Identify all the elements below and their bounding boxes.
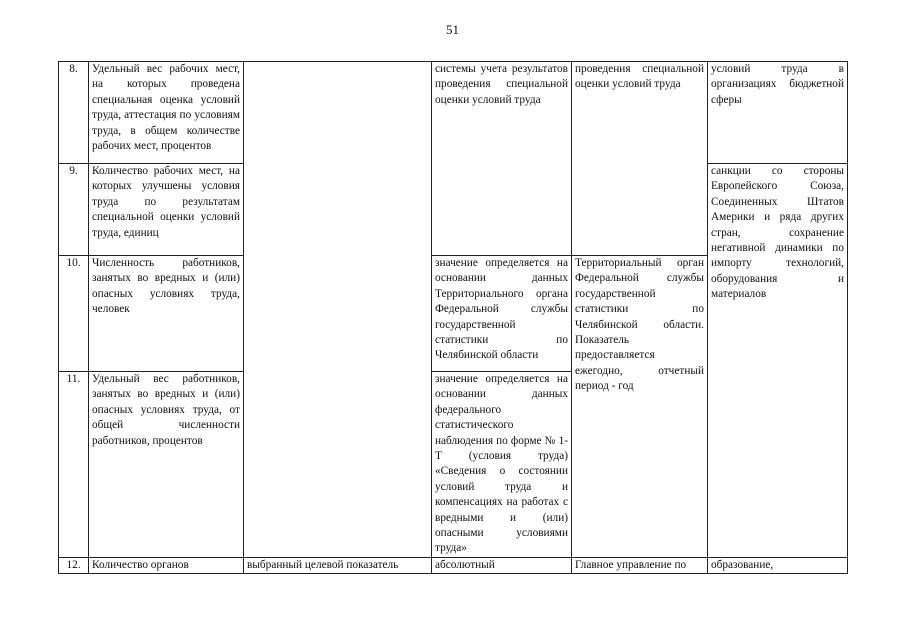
indicator-name: Удельный вес работников, занятых во вредных и (или) опасных условиях труда, от общей численности работников, процентов [89, 372, 244, 558]
table-row [59, 164, 848, 256]
calculation-method: значение определяется на основании данных Территориального органа Федеральной службы государственной статистики по Челябинской области [432, 256, 572, 372]
indicator-name: Удельный вес рабочих мест, на которых проведена специальная оценка условий труда, аттестация по условиям труда, в общем количестве рабочих мест, процентов [89, 62, 244, 164]
indicator-name: Количество органов [89, 557, 244, 573]
table-row [59, 372, 848, 558]
calculation-method [432, 164, 572, 256]
row-number: 11. [59, 372, 89, 558]
risks-cell: санкции со стороны Европейского Союза, Соединенных Штатов Америки и ряда других стран, сохранение негативной динамики по импорту технологий, оборудования и материалов [708, 164, 848, 372]
data-source: Главное управление по [572, 557, 708, 573]
data-source: Территориальный орган Федеральной службы государственной статистики по Челябинской области. Показатель предоставляется ежегодно, отчетный период - год [572, 256, 708, 558]
risks-cell [708, 372, 848, 558]
data-source: проведения специальной оценки условий труда [572, 62, 708, 164]
calculation-method: абсолютный [432, 557, 572, 573]
table-row [59, 557, 848, 573]
risks-cell: условий труда в организациях бюджетной сферы [708, 62, 848, 164]
row-number: 8. [59, 62, 89, 164]
data-source [572, 164, 708, 256]
calculation-method: значение определяется на основании данных федерального статистического наблюдения по форме № 1-Т (условия труда) «Сведения о состоянии условий труда и компенсациях на работах с вредными и (или) опасными условиями труда» [432, 372, 572, 558]
indicator-type: выбранный целевой показатель [244, 557, 432, 573]
table-row [59, 62, 848, 164]
indicators-table [58, 61, 848, 574]
indicator-type [244, 62, 432, 164]
indicator-type [244, 164, 432, 256]
indicator-type [244, 372, 432, 558]
risks-cell: образование, [708, 557, 848, 573]
indicator-name: Численность работников, занятых во вредных и (или) опасных условиях труда, человек [89, 256, 244, 372]
indicator-name: Количество рабочих мест, на которых улучшены условия труда по результатам специальной оценки условий труда, единиц [89, 164, 244, 256]
calculation-method: системы учета результатов проведения специальной оценки условий труда [432, 62, 572, 164]
row-number: 9. [59, 164, 89, 256]
page-number: 51 [446, 22, 459, 37]
row-number: 10. [59, 256, 89, 372]
indicator-type [244, 256, 432, 372]
row-number: 12. [59, 557, 89, 573]
